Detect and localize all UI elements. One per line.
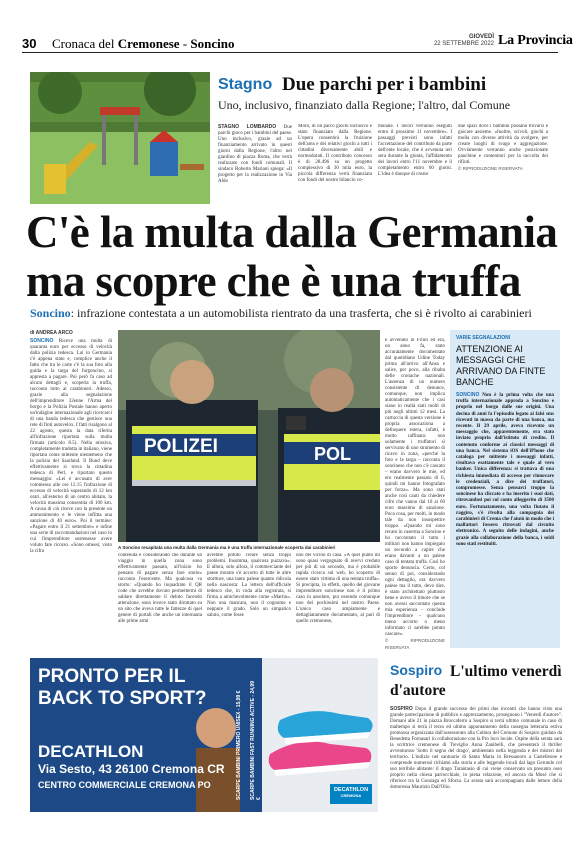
stagno-headline: Due parchi per i bambini bbox=[282, 74, 487, 95]
stagno-column-3 bbox=[378, 124, 452, 206]
main-col1-text: Riceve una multa di quaranta euro per eccesso di velocità dalla polizia tedesca. Lui in Germania c'è appena stato e, complice anche il fatto che tra le carte c'è la sua foto alla guida e la targa del furgoncino, si appresta a pagare. Poi però fa caso ad alcuni dettagli e, scoperta la truffa, racconta tutto ai carabinieri. Adesso, grazie alla segnalazione dell'imprenditore 32enne l'Arma del borgo e la Polizia Postale hanno aperto un'indagine internazionale agli ricercarci di una banda tedesca che gestisce una rete di finti autovelox. I fatti risalgono al 22 agosto, questa la data riferita all'infrazione riportata sulla multa firmata (articolo 8.5). Nella missiva, completamente tradotta in italiano, viene riportata come mittente nientemeno che la polizia del Saarland. Il Bund deve effettivamente si trova la cittadina tedesca di Perl, e riportato questo messaggio: «Lei è accusato di aver commesso alle ore 12.15 l'infrazione di eccesso di velocità superando di 12 km orari, all'esterno di un centro abitato, la velocità massima consentita di 100 km. A causa di ciò riceve con la presente un ammonimento e le viene inflitta una sanzione di 40 euro». Poi il termine: «Pagare entro il 21 settembre» e infine una serie di raccomandazioni nel caso in cui l'imprenditore sostenesse avere voluto fare ricorso. «Sono omessi, visto la cifra bbox=[30, 339, 112, 554]
decathlon-logo bbox=[330, 784, 372, 804]
main-column-1 bbox=[30, 338, 112, 650]
sidebar-body bbox=[456, 392, 554, 548]
ad-brand: DECATHLON bbox=[38, 742, 144, 761]
section-town: Soncino bbox=[190, 36, 235, 51]
main-col5-text: è avvenuto in Friuli ed era, un anno fa, stato accuratamente documentato dal quotidiano Udine Today prima all'arrivo all'Ansa e salire, per poco, alla ribalta delle cronache nazionali. L'assenza di un numero consistente di denunce, comunque, non implica automaticamente che i casi siano in realtà stati molti di più negli ultimi 12 mesi. La cartuccia di questa versione è propria assocaziona a delinquere estera, infatti, è molto raffinata: non solamente i truffatori sì servivano di uno strumento di ricavo in zona, «perché la foto e la targa – racconta il soncinese che non c'è cascato – erano davvero le mie, ed ero realmente passato di lì, quindi mi hanno fotografato per forza». Ma sono stati anche così cauti da chiedere cifre che vanno dal 10 ai 60 euro massimo di sanzione. Poca cosa, per molti, in modo tale da non insospettire troppo. «Quando mi sono recato in caserma a Soncino e ho raccontato il tutto i militari non hanno impiegato un secondo a capire che erano davanti a un palese caso di tentata truffa. Così ho sporto denuncia. Certo, col senno di poi, considerando ogni dettaglio, era davvero palese ma il tutto, devo dire, è stato architettato piuttosto bene e avevo il timore che se non avessi saccontato questa mia esperienza – conclude l'imprenditore – qualcuno meno accorto o meno informato ci sarebbe potuto cascare». bbox=[385, 338, 445, 637]
main-subheadline-text: : infrazione contestata a un automobilista rientrato da una trasferta, che si è rivolto ai carabinieri bbox=[70, 306, 532, 320]
svg-text:POL: POL bbox=[314, 444, 352, 464]
ad-logo-line-2: CREMONA bbox=[340, 793, 362, 798]
sospiro-tag: Sospiro bbox=[390, 662, 443, 678]
main-subheadline bbox=[30, 306, 560, 321]
page-header bbox=[0, 0, 580, 51]
ad-store-name: CENTRO COMMERCIALE CREMONA PO bbox=[38, 780, 211, 790]
svg-text:POLIZEI: POLIZEI bbox=[144, 436, 218, 457]
sidebar-kicker: SONCINO bbox=[456, 392, 480, 398]
sidebar-tag: VARIE SEGNALAZIONI bbox=[456, 335, 511, 341]
stagno-column-2 bbox=[298, 124, 372, 206]
ad-logo-line-1: DECATHLON bbox=[333, 787, 369, 793]
stagno-tag: Stagno bbox=[218, 76, 273, 93]
police-illustration bbox=[118, 330, 380, 542]
ad-headline bbox=[38, 666, 207, 710]
playground-illustration bbox=[30, 72, 210, 204]
main-column-4 bbox=[296, 553, 380, 650]
police-photo bbox=[118, 330, 380, 542]
stagno-signature: © RIPRODUZIONE RISERVATA bbox=[458, 166, 523, 171]
sospiro-kicker: SOSPIRO bbox=[390, 706, 413, 712]
ad-product-label-2: SCARPE BAMBINI FAST RUNNING ACTIVE - 24,99 € bbox=[250, 681, 262, 800]
stagno-col2-text: Moro, di un parco giochi inclusivo è stato finanziato dalla Regione. L'opera consentirà la fruizione dell'area e dei relativi giochi a tutti i cittadini diversamente abili e normodotati. Il contributo concesso è di 28.496 su un progetto complessivo di 30 mila euro, la piccola differenza verrà finanziata con fondi del nostro bilancio co- bbox=[298, 124, 372, 183]
sidebar-body-text: Non è la prima volta che una truffa internazionale approda a Soncino e proprio nel borgo dalle sue origini. Una decina di anni fa l'episodio legato ai falsi sms ricevuti in massa da parte di una banca, ma recente. Il 29 aprile, aveva ricevuto un messaggio che, apparentemente, era stato inviato proprio dall'istituto di credito. Il contenuto conforme ai classici messaggi di una banca. Nel sistema iOS dell'iPhone che cataloga per mittente i messaggi infatti, risultava esattamente tale e quale al vero banker. Unica differenza: si trattava di una richiesta immediata di accesso per rinnovare le credenziali, a dire dei truffatori, compromesse. Senza pensarci troppo la soncinese ha cliccato e ha inserito i suoi dati, ritrovandosi poi col conto alleggerito di 3500 euro. Fortunatamente, una volta fiutato il raggiro, s'è rivolta alla compagnia dei carabinieri di Crema che l'aiutò in modo che i malfattori fossero ritrovati dal circuito elettronico. A seguito delle indagini, anche grazie alla collaborazione della banca, i soldi sono stati restituiti. bbox=[456, 393, 554, 547]
stagno-col4-text: due spazi dove i bambini possano trovarsi e giocare assieme. «Inoltre, scivoli, giochi a molla con diverse attività da svolgere, per creare luoghi di svago e aggregazione. Ovviamente verranno anche posizionate panchine e contenitori per la raccolta dei rifiuti. bbox=[458, 124, 548, 165]
byline: di ANDREA ARCO bbox=[30, 330, 73, 336]
photo-caption: A Soncino recapitata una multa dalla Germania ma è una truffa internazionale scoperta dai carabinieri bbox=[118, 545, 336, 550]
issue-day: GIOVEDÌ bbox=[468, 34, 494, 40]
main-headline-line-2: ma scopre che è una truffa bbox=[26, 256, 521, 306]
main-col3-text: avrebbe potuto creare senza troppi problemi. Insomma, qualcosa puzzava». E allora, solo allora, il commerciante del paese murato s'è accorto di tutte le altre stortture, una tanto palese quanto ridicola nella nascosta: La lettera dell'ufficiale tedesco che, in coda alla registrata, si firma a amichevolmente come «Martin». Non una mancata, non il cognome e neppure il grado. Solo un simpatico saluto, come fosse bbox=[207, 553, 291, 618]
main-headline-line-1: C'è la multa dalla Germania bbox=[26, 207, 558, 257]
main-kicker: SONCINO bbox=[30, 338, 54, 344]
ad-address: Via Sesto, 43 26100 Cremona CR bbox=[38, 762, 225, 776]
playground-photo bbox=[30, 72, 210, 204]
sospiro-headline: L'ultimo venerdì d'autore bbox=[390, 663, 562, 699]
main-col2-text: contenuta e considerando che durante un viaggio in quella zona sono effettivamente passato, all'inizio ho pensato di pagare senza fare storie» racconta l'esercente. Ma qualcosa va storto: «Quando ho inquadrato il QR code che avrebbe dovuto permettermi di saldare direttamente il debito facendo attenzione, sono invece stato dirottato su un sito che aveva tutte le fattezze di quel genere di portali che anche un internauta alle prime armi bbox=[118, 553, 202, 624]
stagno-subtitle: Uno, inclusivo, finanziato dalla Regione; l'altro, dal Comune bbox=[218, 98, 511, 112]
sospiro-body-text: Dopo il grande successo dei primi due incontri che hanno visto una grande partecipazione di pubblico e apprezzamento, proseguono i "Venerdì d'autore". Domani alle 21 in piazza Broccaferro a Sospiro si terrà ultimo comunale in caso di maltempo si terrà il terzo ed ultimo appuntamento della rassegna letteraria estiva promossa organizzata dall'assessorato alla Cultura del Comune di Sospiro guidata da Benedetta Fornasari in collaborazione con la Pro loco locale. Ospite della serata sarà la scrittrice cremonese di Treviglio Anna Zanibelli, che presenterà il thriller avventuroso 'Sotto il segno del drago', ambientato nella leggenda e dei misteri del territorio. L'indizio nel santuario di Santa Maria in Bressanoro a Castelleone e comprende numerosi richiami alla storia e alle leggende locali dal lago Gerundo col suo terribile abitante: il drago Tarantasio di cui viene conservato un presunto osso proprio nella chiesa parrocchiale, in piena relazione, ed ancora da Mosé che si riferisce tra la Gonzaga ed Sforza. La serata sarà accompagnata dalle letture della dottoressa Maurizio Dall'Olio. bbox=[390, 707, 562, 790]
main-headline bbox=[26, 208, 566, 306]
stagno-column-1 bbox=[218, 124, 292, 206]
main-signature: © RIPRODUZIONE RISERVATA bbox=[385, 638, 445, 650]
issue-date bbox=[432, 34, 494, 48]
main-col4-text: uno dei vicino di casa. «A quel punto mi sono quasi vergognato di avervi creduto per più di un secondo, ma è probabile rapida ricerca sul web, ho scoperto di essere stato vittima di una tentata truffa». Si precipita, in effetti, quello del giovane imprenditore soncinese non è il primo caso in assoluto, pur essendo comunque uno dei pochissimi nel nostro Paese. L'unico caso ampiamente e dettagliatamente documentato, al pari di quello cremonese, bbox=[296, 553, 380, 624]
page-number: 30 bbox=[22, 36, 37, 51]
ad-product-label-1: SCARPE BAMBINI PRIMERO UNISEX - 15,99 € bbox=[236, 690, 242, 800]
stagno-col1-text: Due parchi gioco per i bambini del paese. Uno inclusivo, grazie ad un finanziamento arrivato in questi giorni dalla Regione, l'altro nel giardino di piazza Roma, che verrà realizzato con fondi comunali. Il sindaco Roberto Mariani spiega: «Il progetto per la realizzazione in Via Aldo bbox=[218, 125, 292, 184]
section-separator: - bbox=[179, 36, 191, 51]
newspaper-logo: La Provincia bbox=[498, 33, 573, 48]
main-column-2 bbox=[118, 553, 202, 650]
stagno-column-4 bbox=[458, 124, 548, 206]
section-title bbox=[52, 36, 234, 52]
ad-headline-line-2: BACK TO SPORT? bbox=[38, 688, 207, 709]
ad-headline-line-1: PRONTO PER IL bbox=[38, 666, 186, 687]
main-column-3 bbox=[207, 553, 291, 650]
sospiro-body bbox=[390, 706, 562, 814]
main-subheadline-town: Soncino bbox=[30, 306, 71, 320]
stagno-kicker: STAGNO LOMBARDO bbox=[218, 124, 277, 130]
section-name: Cronaca del bbox=[52, 36, 118, 51]
header-divider bbox=[22, 52, 558, 53]
decathlon-ad[interactable] bbox=[30, 658, 378, 812]
main-column-5 bbox=[385, 338, 445, 650]
section-bold: Cremonese bbox=[117, 36, 180, 51]
issue-date-text: 22 SETTEMBRE 2022 bbox=[433, 41, 494, 47]
sidebar-headline: ATTENZIONE AI MESSAGGI CHE ARRIVANO DA FINTE BANCHE bbox=[456, 344, 546, 387]
stagno-col3-text: munale. I lavori verranno eseguiti entro il prossimo 11 novembre». I passaggi previsti sono infatti l'accettazione del contributo da parte dell'ente locale, che è avvenuta ieri sera durante la giunta, l'affidamento dei lavori entro l'11 novembre e il completamento entro 60 giorni. L'idea è dunque di creare bbox=[378, 124, 452, 177]
sidebar-box bbox=[450, 330, 560, 648]
